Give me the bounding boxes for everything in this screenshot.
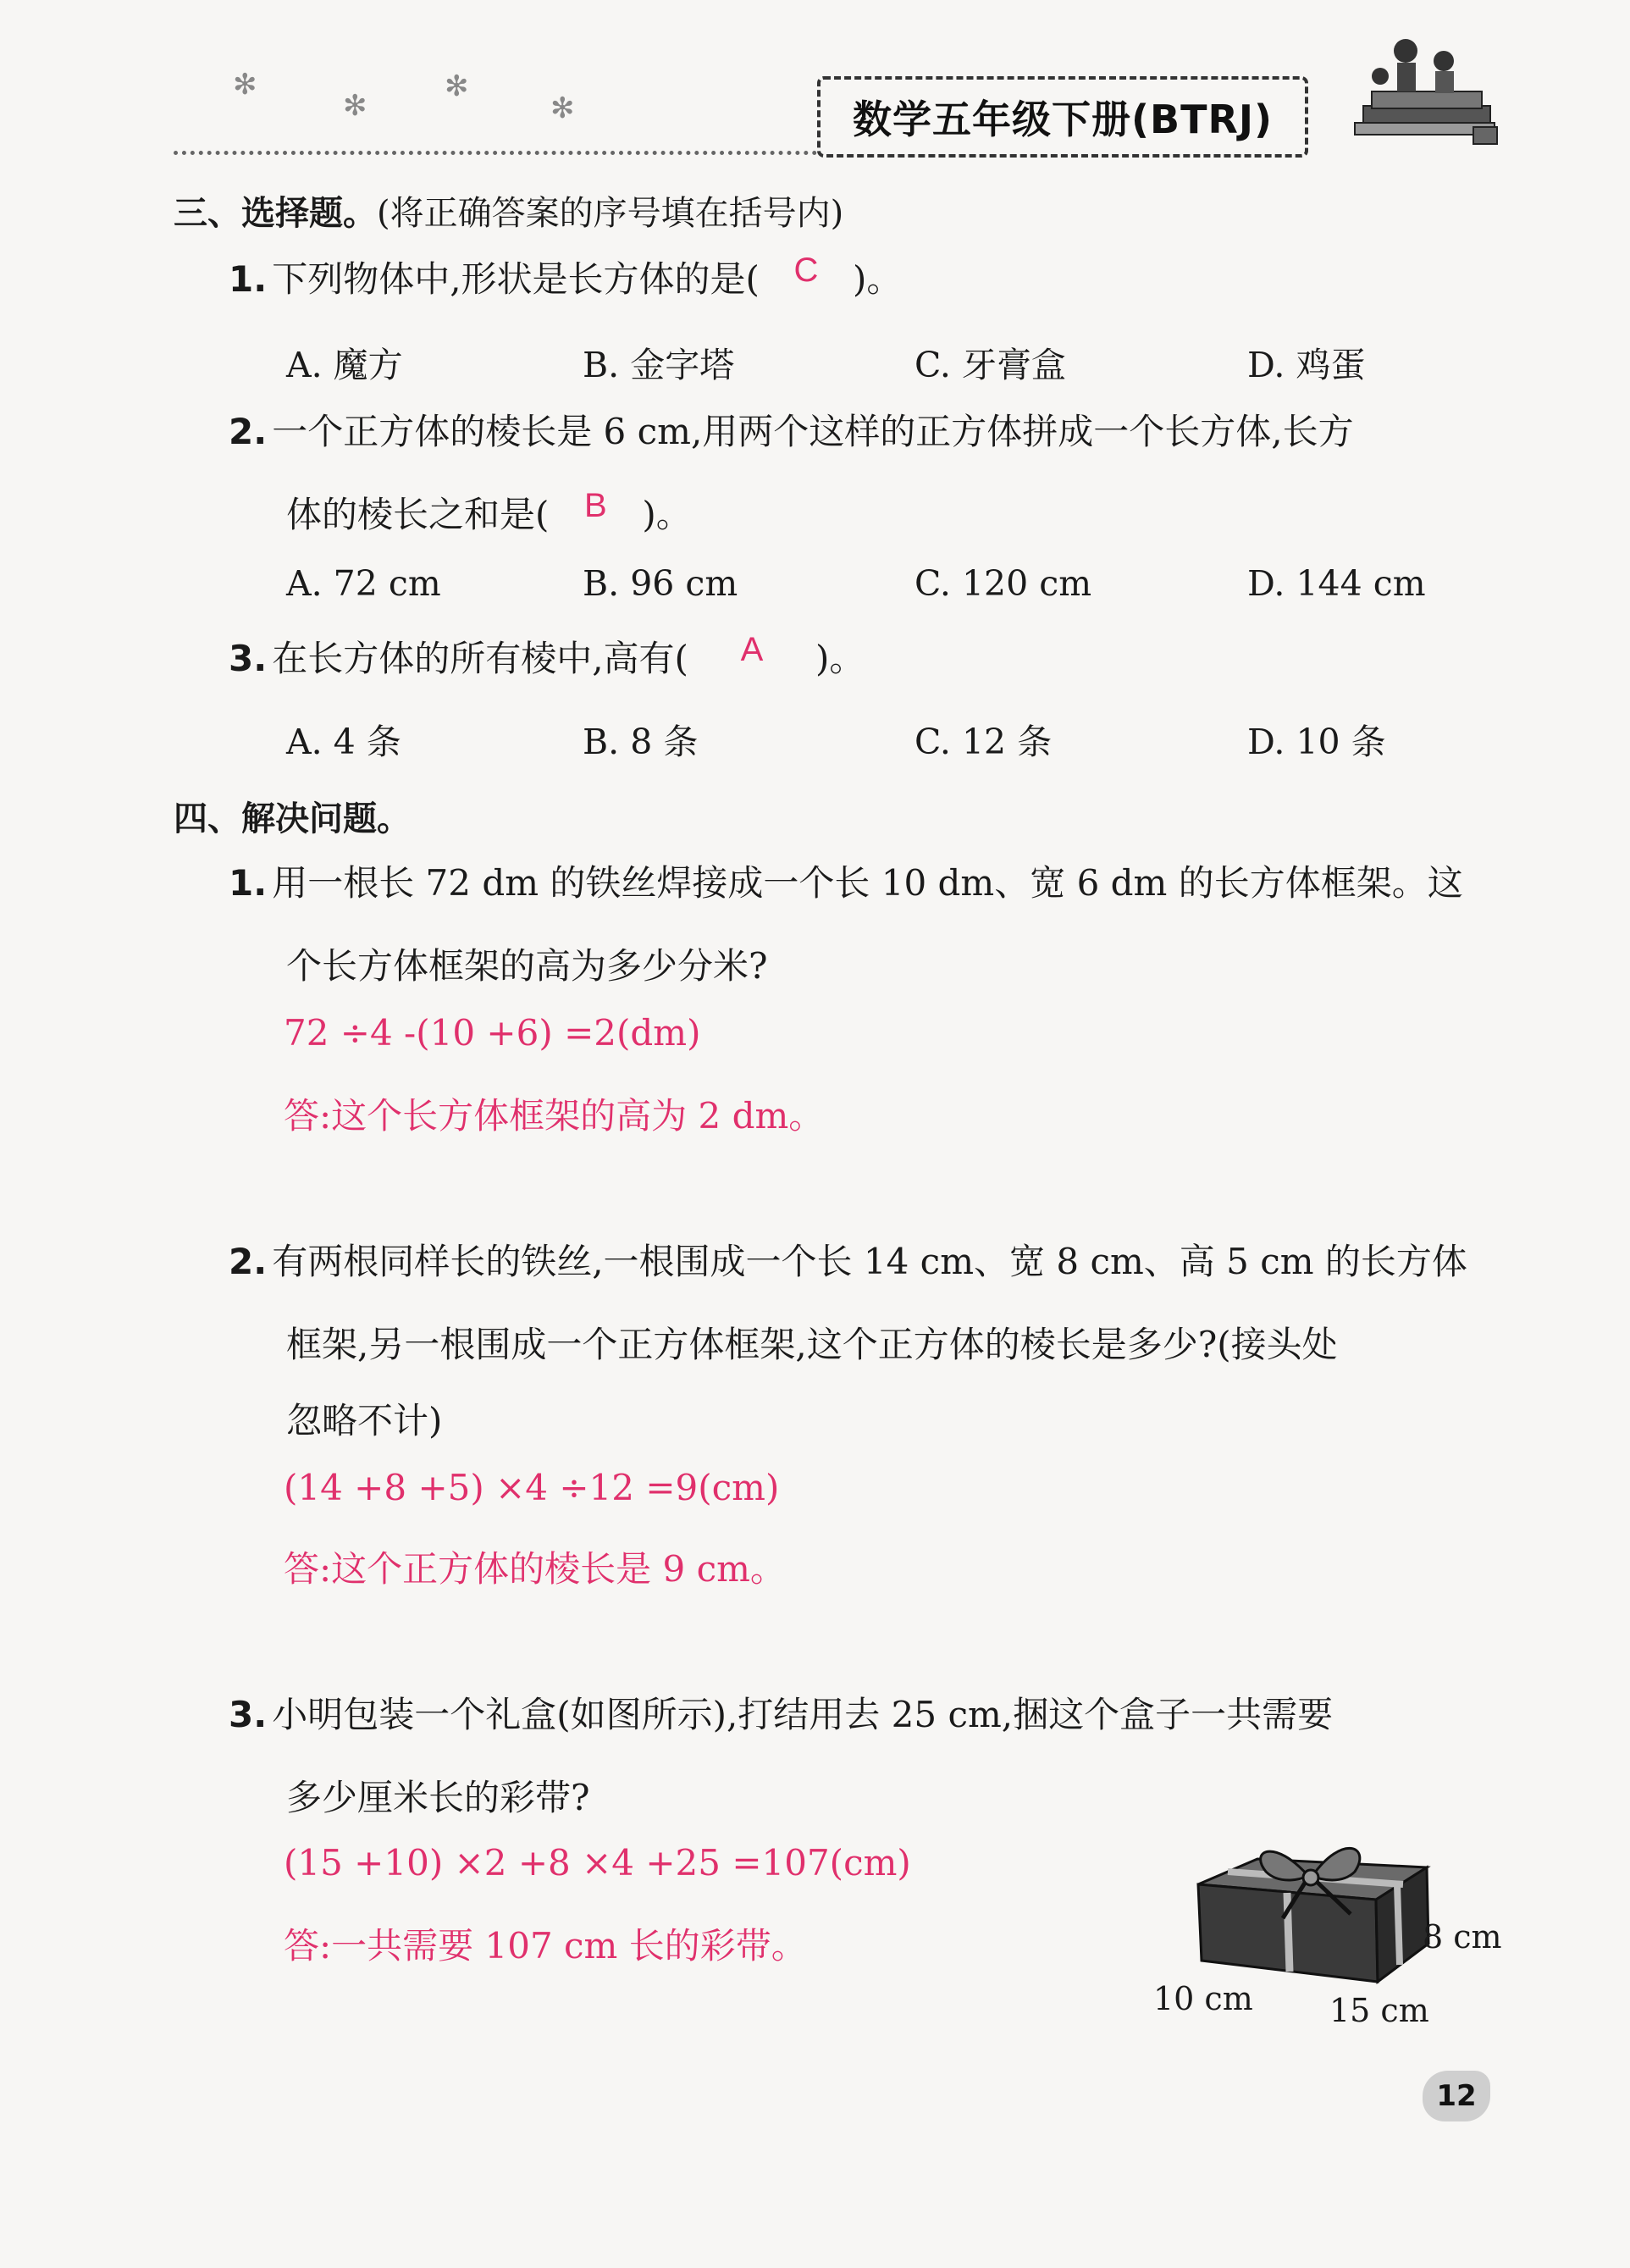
page-number: 12 <box>1423 2071 1490 2121</box>
question-number: 3. <box>229 1694 268 1735</box>
question-number: 1. <box>229 258 268 300</box>
question-text-end: )。 <box>815 638 865 679</box>
header-dotted-line <box>174 151 817 155</box>
solution-work: (14 +8 +5) ×4 ÷12 =9(cm) <box>284 1467 780 1508</box>
problem-text: 有两根同样长的铁丝,一根围成一个长 14 cm、宽 8 cm、高 5 cm 的长方体 <box>272 1241 1467 1282</box>
choice-question-2-line2 <box>286 487 692 538</box>
section-title: 三、选择题。 <box>174 194 377 233</box>
answer-mark: C <box>793 252 819 289</box>
question-text: 体的棱长之和是( <box>286 494 550 535</box>
choice-question-1 <box>229 252 903 301</box>
option-c: C. 120 cm <box>914 563 1092 604</box>
box-width-label: 10 cm <box>1153 1980 1253 2017</box>
problem-2 <box>229 1241 1467 1283</box>
option-d: D. 鸡蛋 <box>1247 345 1366 385</box>
solution-answer: 答:一共需要 107 cm 长的彩带。 <box>284 1925 807 1967</box>
answer-mark: A <box>740 631 764 668</box>
question-text-end: )。 <box>852 258 903 300</box>
choice-question-3 <box>229 631 865 680</box>
snowflake-icon: ✻ <box>550 91 575 125</box>
solution-work: 72 ÷4 -(10 +6) =2(dm) <box>284 1012 701 1054</box>
option-b: B. 96 cm <box>583 563 738 604</box>
solution-work: (15 +10) ×2 +8 ×4 +25 =107(cm) <box>284 1842 911 1884</box>
question-number: 3. <box>229 638 268 679</box>
solution-answer: 答:这个正方体的棱长是 9 cm。 <box>284 1548 786 1590</box>
option-b: B. 8 条 <box>583 722 699 762</box>
problem-1 <box>229 862 1463 904</box>
problem-text: 小明包装一个礼盒(如图所示),打结用去 25 cm,捆这个盒子一共需要 <box>272 1694 1334 1735</box>
solution-answer: 答:这个长方体框架的高为 2 dm。 <box>284 1095 825 1137</box>
question-number: 1. <box>229 862 268 904</box>
box-height-label: 8 cm <box>1423 1918 1502 1955</box>
problem-text: 忽略不计) <box>286 1400 443 1441</box>
question-number: 2. <box>229 411 268 452</box>
section-instruction: (将正确答案的序号填在括号内) <box>377 194 844 233</box>
option-a: A. 4 条 <box>286 722 401 762</box>
snowflake-icon: ✻ <box>233 68 257 102</box>
question-text-end: )。 <box>642 494 692 535</box>
option-a: A. 72 cm <box>286 563 441 604</box>
book-title: 数学五年级下册(BTRJ) <box>817 76 1308 158</box>
gift-box-figure <box>1181 1834 1444 2003</box>
answer-mark: B <box>584 487 607 524</box>
option-d: D. 144 cm <box>1247 563 1426 604</box>
problem-text: 框架,另一根围成一个正方体框架,这个正方体的棱长是多少?(接头处 <box>286 1324 1338 1365</box>
question-text: 下列物体中,形状是长方体的是( <box>272 258 760 300</box>
problem-text: 用一根长 72 dm 的铁丝焊接成一个长 10 dm、宽 6 dm 的长方体框架。这 <box>272 862 1463 904</box>
question-text: 在长方体的所有棱中,高有( <box>272 638 688 679</box>
problem-text: 多少厘米长的彩带? <box>286 1777 590 1818</box>
choice-question-2 <box>229 411 1354 453</box>
option-c: C. 12 条 <box>914 722 1053 762</box>
box-length-label: 15 cm <box>1329 1992 1429 2029</box>
section-heading-problems: 四、解决问题。 <box>174 799 411 838</box>
section-heading-choice <box>174 186 843 235</box>
snowflake-icon: ✻ <box>445 69 469 103</box>
problem-3 <box>229 1694 1333 1736</box>
option-b: B. 金字塔 <box>583 345 735 385</box>
option-d: D. 10 条 <box>1247 722 1386 762</box>
option-c: C. 牙膏盒 <box>914 345 1066 385</box>
question-number: 2. <box>229 1241 268 1282</box>
option-a: A. 魔方 <box>286 345 403 385</box>
question-text: 一个正方体的棱长是 6 cm,用两个这样的正方体拼成一个长方体,长方 <box>272 411 1354 452</box>
kids-on-books-illustration <box>1346 25 1499 152</box>
problem-text: 个长方体框架的高为多少分米? <box>286 945 768 987</box>
snowflake-icon: ✻ <box>343 89 367 123</box>
